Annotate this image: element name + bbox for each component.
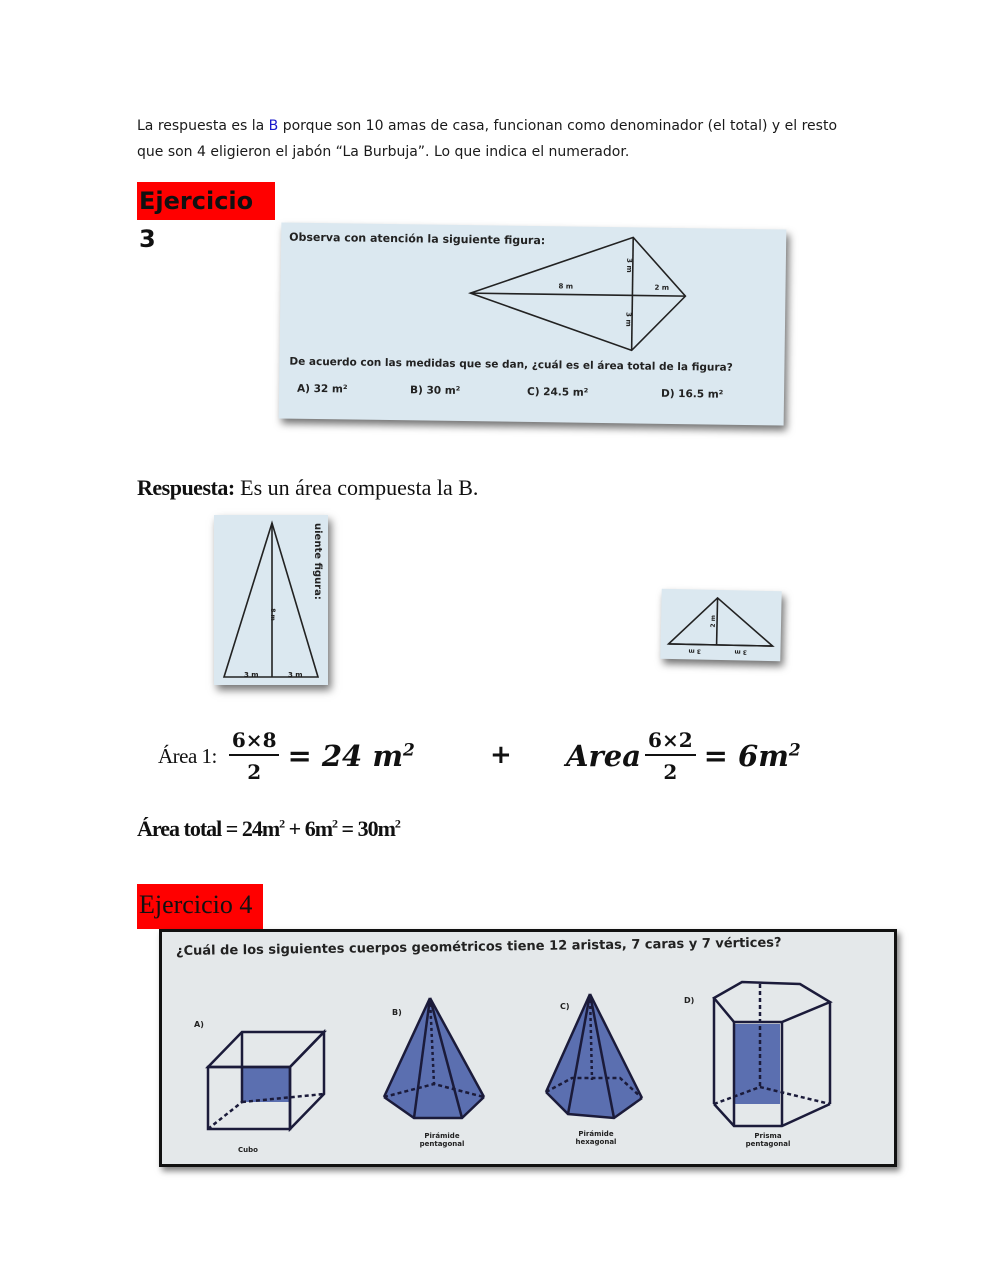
exercise-4-heading: Ejercicio 4 [137, 884, 263, 929]
answer-line [137, 475, 478, 501]
crop2-height-label: 2 m [709, 615, 717, 628]
intro-paragraph [137, 113, 867, 165]
formula1-denominator: 2 [247, 760, 262, 784]
formula-area-2 [566, 724, 801, 788]
ex4-option-d-letter: D) [684, 996, 695, 1005]
triangle-crop-photo [214, 515, 328, 685]
formula2-numerator: 6×2 [645, 728, 696, 756]
ex3-option-b: B) 30 m² [409, 384, 461, 397]
ex3-instruction: Observa con atención la siguiente figura: [289, 230, 546, 248]
ex3-option-d: D) 16.5 m² [660, 387, 724, 401]
ex4-option-c-name: Pirámide hexagonal [575, 1130, 617, 1146]
formula2-denominator: 2 [663, 760, 678, 784]
small-triangle-crop-photo [660, 589, 781, 661]
ex4-option-a-letter: A) [194, 1020, 204, 1029]
pentagonal-pyramid-icon [384, 998, 484, 1118]
intro-part2: porque son 10 amas de casa, funcionan como denominador (el total) y el resto que son 4 eligieron el jabón “La Burbuja”. Lo que indica el numerador. [137, 118, 838, 160]
formula2-label: Area [566, 739, 642, 773]
hexagonal-pyramid-icon [546, 994, 642, 1118]
exercise-4-photo [159, 929, 897, 1167]
exercise-3-photo [279, 222, 787, 425]
crop1-base-right: 3 m [288, 671, 303, 679]
formula-area-1 [158, 724, 415, 788]
crop1-height-label: 8 m [268, 608, 276, 621]
crop1-side-text: uiente figura: [312, 523, 323, 600]
ex4-option-c-letter: C) [560, 1002, 570, 1011]
formula1-numerator: 6×8 [229, 728, 280, 756]
answer-label: Respuesta: [137, 475, 235, 500]
formula1-result: = 24 $m^2$ [287, 739, 415, 773]
ex4-option-b-letter: B) [392, 1008, 402, 1017]
crop1-base-left: 3 m [244, 671, 259, 679]
ex3-option-c: C) 24.5 m² [526, 385, 589, 399]
pentagonal-prism-icon [714, 982, 830, 1126]
formula1-fraction [229, 728, 280, 784]
crop2-base-left: 3 m [688, 647, 702, 655]
solids-figure-icon [162, 932, 894, 1164]
small-triangle-icon [660, 589, 781, 661]
formula1-label: Área 1: [158, 743, 217, 768]
formula2-fraction [645, 728, 696, 784]
ex3-label-top: 3 m [625, 257, 634, 273]
area-total-line: Área total = $24m^2 + 6m^2 = 30m^2$ [137, 816, 400, 841]
crop2-base-right: 3 m [734, 648, 748, 656]
ex3-question: De acuerdo con las medidas que se dan, ¿cuál es el área total de la figura? [289, 355, 733, 374]
cube-icon [208, 1032, 324, 1129]
exercise-3-heading: Ejercicio 3 [137, 182, 275, 220]
ex3-label-left: 8 m [558, 282, 574, 291]
intro-highlight: B [268, 118, 279, 134]
formula-plus: + [490, 740, 512, 770]
answer-text: Es un área compuesta la B. [234, 475, 479, 500]
intro-part1: La respuesta es la [137, 118, 269, 134]
ex4-option-a-name: Cubo [238, 1146, 258, 1154]
ex3-label-right: 2 m [654, 283, 670, 292]
ex4-option-b-name: Pirámide pentagonal [419, 1132, 465, 1148]
ex3-label-bottom: 3 m [624, 311, 633, 327]
formula2-result: = $6m^2$ [703, 739, 801, 773]
ex3-option-a: A) 32 m² [296, 382, 348, 396]
ex4-option-d-name: Prisma pentagonal [745, 1132, 791, 1148]
ex4-question: ¿Cuál de los siguientes cuerpos geométricos tiene 12 aristas, 7 caras y 7 vértices? [175, 935, 782, 959]
tall-triangle-icon [214, 515, 328, 685]
